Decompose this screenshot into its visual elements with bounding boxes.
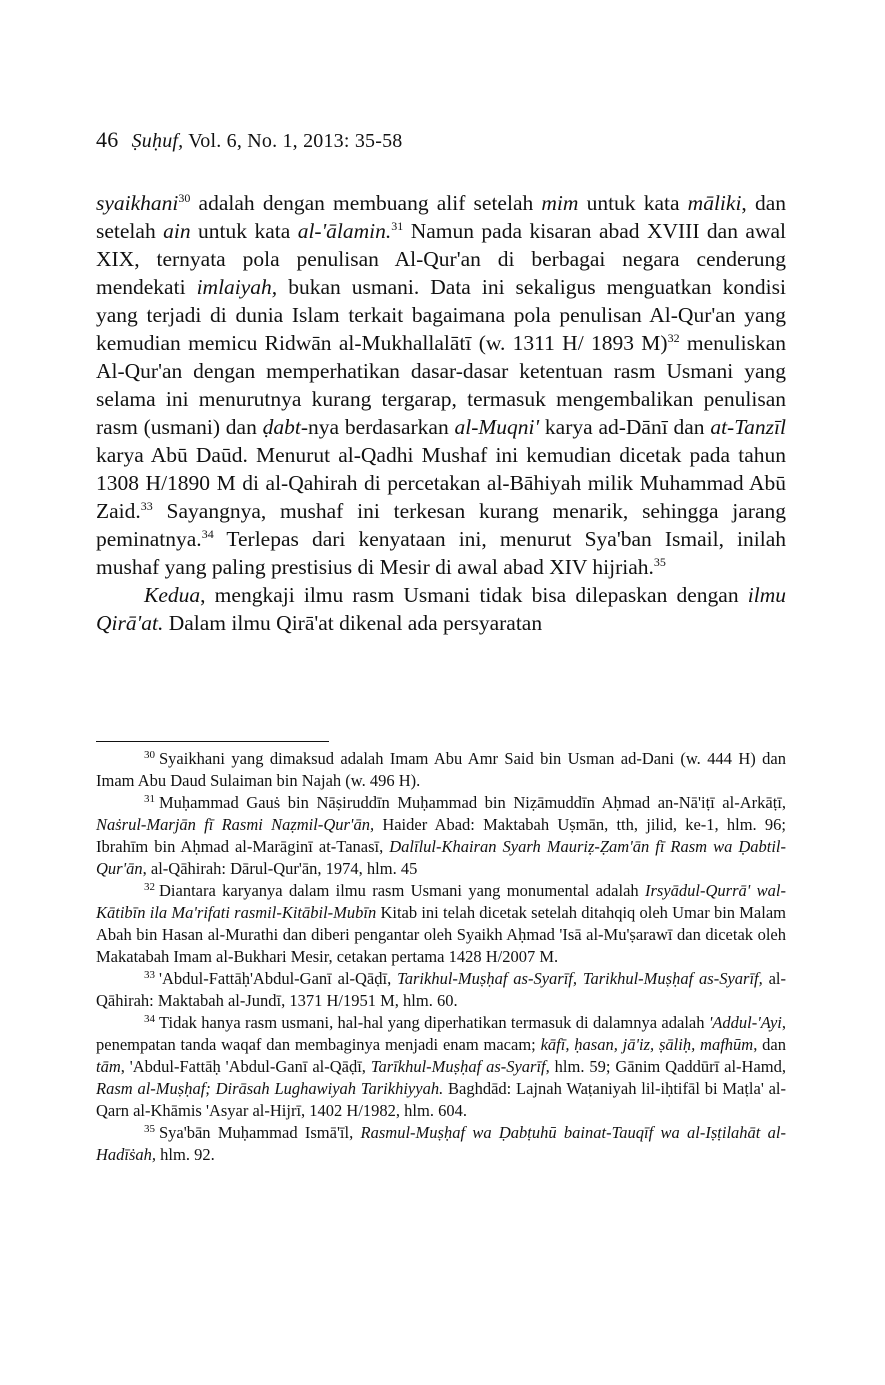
italic-run: Dalīlul-Khairan Syarh Mauriẓ-Ẓam'ān fī Rasm wa Ḍabtil-Qur'ān (96, 837, 786, 878)
italic-run: Kedua (144, 583, 201, 607)
text-run: Sayangnya, mushaf ini terkesan kurang menarik, sehingga jarang peminatnya. (96, 499, 786, 551)
footnote-31 (96, 792, 786, 880)
footnote-ref: 31 (391, 218, 404, 233)
footnote-number: 30 (144, 748, 155, 761)
paragraph-2 (96, 581, 786, 637)
running-header (96, 127, 403, 153)
page-number: 46 (96, 127, 119, 152)
footnote-number: 34 (144, 1012, 155, 1025)
text-run: untuk kata (190, 219, 298, 243)
footnote-33 (96, 968, 786, 1012)
text-run: , 'Abdul-Fattāḥ 'Abdul-Ganī al-Qāḍī, (120, 1057, 371, 1076)
italic-run: ḍabt (262, 415, 301, 439)
journal-name: Ṣuḥuf, (131, 130, 184, 152)
text-run: Namun pada kisaran abad XVIII dan awal XIX, ternyata pola penulisan Al-Qur'an di berbagai negara cenderung mendekati (96, 219, 786, 299)
text-run: bukan usmani. Data ini sekaligus menguatkan kondisi yang terjadi di dunia Islam terkait bagaimana pola penulisan Al-Qur'an yang kemudian memicu Ridwān al-Mukhallalātī (w. 1311 H/ 1893 M) (96, 275, 786, 355)
text-run: , dan setelah (96, 191, 786, 243)
italic-run: ilmu Qirā'at. (96, 583, 786, 635)
italic-run: Tarikhul-Muṣḥaf as-Syarīf, Tarikhul-Muṣḥaf as-Syarīf, (397, 969, 763, 988)
text-run: al-Qāhirah: Maktabah al-Jundī, 1371 H/1951 M, hlm. 60. (96, 969, 787, 1010)
text-run: 'Abdul-Fattāḥ'Abdul-Ganī al-Qāḍī, (159, 969, 398, 988)
text-run: , al-Qāhirah: Dārul-Qur'ān, 1974, hlm. 45 (142, 859, 418, 878)
text-run: , mengkaji ilmu rasm Usmani tidak bisa dilepaskan dengan (200, 583, 748, 607)
footnote-32 (96, 880, 786, 968)
text-run: , penempatan tanda waqaf dan membaginya menjadi enam macam; (96, 1013, 786, 1054)
italic-run: 'Addul-'Ayi (708, 1013, 782, 1032)
text-run: -nya berdasarkan (300, 415, 455, 439)
text-run: untuk kata (578, 191, 688, 215)
text-run: Kitab ini telah dicetak setelah ditahqiq oleh Umar bin Malam Abah bin Hasan al-Murathi dan diberi pengantar oleh Syaikh Aḥmad 'Isā al-Mu'ṣarawī dan dicetak oleh Makatabah Imam al-Bukhari Mesir, cetakan pertama 1428 H/2007 M. (96, 903, 786, 966)
italic-run: al-Muqni' (454, 415, 540, 439)
text-run: Muḥammad Gauṡ bin Nāṣiruddīn Muḥammad bin Niẓāmuddīn Aḥmad an-Nā'iṭī al-Arkāṭī, (159, 793, 786, 812)
italic-run: Rasm al-Muṣḥaf; Dirāsah Lughawiyah Tarikhiyyah. (96, 1079, 444, 1098)
footnotes (96, 748, 786, 1166)
italic-run: Naṡrul-Marjān fī Rasmi Naẓmil-Qur'ān, (96, 815, 375, 834)
text-run: karya ad-Dānī dan (539, 415, 711, 439)
footnote-number: 31 (144, 792, 155, 805)
italic-run: imlaiyah, (196, 275, 278, 299)
footnote-ref: 30 (178, 190, 191, 205)
italic-run: ain (163, 219, 191, 243)
text-run: Baghdād: Lajnah Waṭaniyah lil-iḥtifāl bi Maṭla' al-Qarn al-Khāmis 'Asyar al-Hijrī, 1402 H/1982, hlm. 604. (96, 1079, 786, 1120)
italic-run: Rasmul-Muṣḥaf wa Ḍabṭuhū bainat-Tauqīf wa al-Iṣṭilahāt al-Hadīṡah, (96, 1123, 786, 1164)
footnote-number: 35 (144, 1122, 155, 1135)
text-run: karya Abū Daūd. Menurut al-Qadhi Mushaf ini kemudian dicetak pada tahun 1308 H/1890 M di al-Qahirah di percetakan al-Bāhiyah milik Muhammad Abū Zaid. (96, 443, 786, 523)
italic-run: tām (96, 1057, 121, 1076)
body-text (96, 189, 786, 637)
footnote-35 (96, 1122, 786, 1166)
italic-run: māliki (687, 191, 742, 215)
italic-run: kāfī, ḥasan, jā'iz, ṣāliḥ, mafhūm (540, 1035, 754, 1054)
footnote-ref: 35 (653, 554, 666, 569)
text-run: , dan (753, 1035, 786, 1054)
paragraph-1 (96, 189, 786, 581)
footnote-ref: 34 (201, 526, 214, 541)
text-run: adalah dengan membuang alif setelah (190, 191, 542, 215)
text-run: hlm. 92. (156, 1145, 215, 1164)
italic-run: syaikhani (96, 191, 179, 215)
footnote-separator (96, 741, 329, 742)
italic-run: Tarīkhul-Muṣḥaf as-Syarīf, (370, 1057, 550, 1076)
text-run: Tidak hanya rasm usmani, hal-hal yang diperhatikan termasuk di dalamnya adalah (159, 1013, 709, 1032)
footnote-number: 33 (144, 968, 155, 981)
text-run: Haider Abad: Maktabah Uṣmān, tth, jilid, ke-1, hlm. 96; Ibrahīm bin Aḥmad al-Marāginī at-Tanasī, (96, 815, 786, 856)
text-run: Diantara karyanya dalam ilmu rasm Usmani yang monumental adalah (159, 881, 646, 900)
footnote-ref: 32 (667, 330, 680, 345)
text-run: menuliskan Al-Qur'an dengan memperhatikan dasar-dasar ketentuan rasm Usmani yang selama ini menurutnya kurang tergarap, termasuk mengembalikan penulisan rasm (usmani) dan (96, 331, 786, 439)
italic-run: mim (541, 191, 579, 215)
footnote-30 (96, 748, 786, 792)
text-run: Terlepas dari kenyataan ini, menurut Sya'ban Ismail, inilah mushaf yang paling prestisius di Mesir di awal abad XIV hijriah. (96, 527, 786, 579)
text-run: Dalam ilmu Qirā'at dikenal ada persyaratan (163, 611, 543, 635)
italic-run: Irsyādul-Qurrā' wal-Kātibīn ila Ma'rifati rasmil-Kitābil-Mubīn (96, 881, 786, 922)
footnote-34 (96, 1012, 786, 1122)
italic-run: al-'ālamin. (297, 219, 392, 243)
footnote-ref: 33 (140, 498, 153, 513)
text-run: Sya'bān Muḥammad Ismā'īl, (159, 1123, 361, 1142)
text-run: Syaikhani yang dimaksud adalah Imam Abu Amr Said bin Usman ad-Dani (w. 444 H) dan Imam Abu Daud Sulaiman bin Najah (w. 496 H). (96, 749, 786, 790)
italic-run: at-Tanzīl (710, 415, 786, 439)
journal-details: Vol. 6, No. 1, 2013: 35-58 (188, 130, 403, 152)
footnote-number: 32 (144, 880, 155, 893)
text-run: hlm. 59; Gānim Qaddūrī al-Hamd, (549, 1057, 786, 1076)
